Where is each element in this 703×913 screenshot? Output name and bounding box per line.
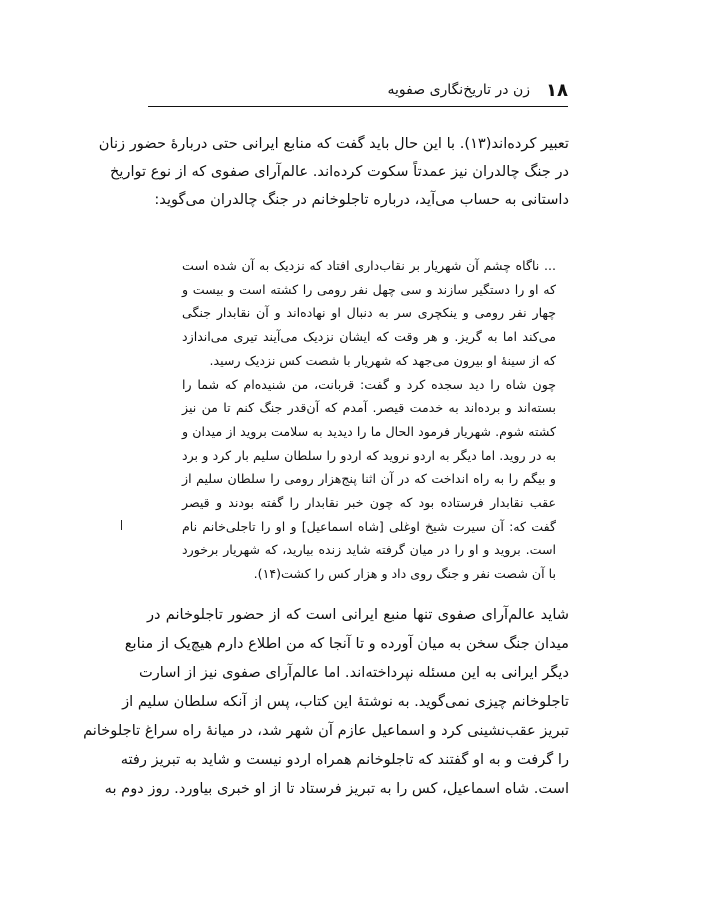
text-line: داستانی به حساب می‌آید، درباره تاجلوخانم در جنگ چالدران می‌گوید: — [154, 191, 569, 208]
text-line: شاید عالم‌آرای صفوی تنها منبع ایرانی است که از حضور تاجلوخانم در — [147, 606, 569, 623]
text-line: دیگر ایرانی به این مسئله نپرداخته‌اند. اما عالم‌آرای صفوی نیز از اسارت — [139, 664, 569, 681]
text-line: میدان جنگ سخن به میان آورده و تا آنجا که من اطلاع دارم هیچ‌یک از منابع — [124, 635, 569, 652]
quote-line: به در روید. اما دیگر به اردو نروید که اردو را سلطان سلیم بار کرد و برد — [182, 447, 556, 463]
block-quote — [182, 254, 556, 586]
header-rule — [148, 106, 568, 107]
quote-line: بسته‌اند و برده‌اند به خدمت قیصر. آمدم که آن‌قدر جنگ کنم تا من نیز — [182, 400, 556, 416]
paragraph-1 — [98, 130, 569, 214]
text-line: تعبیر کرده‌اند(۱۳). با این حال باید گفت که منابع ایرانی حتی دربارهٔ حضور زنان — [98, 135, 569, 152]
quote-line: است. بروید و او را در میان گرفته شاید زنده بیارید، که شهریار برخورد — [182, 542, 556, 558]
text-line: تاجلوخانم چیزی نمی‌گوید. به نوشتهٔ این کتاب، پس از آنکه سلطان سلیم از — [122, 693, 569, 710]
quote-line: گفت که: آن سیرت شیخ اوغلی [شاه اسماعیل] و او را تاجلی‌خانم نام — [182, 518, 556, 534]
paragraph-2 — [83, 600, 569, 803]
quote-line: با آن شصت نفر و جنگ روی داد و هزار کس را کشت(۱۴). — [253, 566, 556, 582]
page-header — [148, 80, 568, 104]
text-line: تبریز عقب‌نشینی کرد و اسماعیل عازم آن شهر شد، در میانهٔ راه سراغ تاجلوخانم — [83, 722, 569, 739]
text-line: است. شاه اسماعیل، کس را به تبریز فرستاد تا از او خبری بیاورد. روز دوم به — [104, 780, 569, 797]
margin-mark — [121, 520, 122, 530]
quote-line: که او را دستگیر سازند و سی چهل نفر رومی را کشته است و بیست و — [182, 281, 556, 297]
quote-line: می‌کند اما به گریز. و هر وقت که ایشان نزدیک می‌آیند تیری می‌اندازد — [182, 329, 556, 345]
text-line: را گرفت و به او گفتند که تاجلوخانم همراه اردو نیست و شاید به تبریز رفته — [120, 751, 569, 768]
quote-line: که از سینهٔ او بیرون می‌جهد که شهریار با شصت کس نزدیک رسید. — [209, 352, 556, 368]
quote-line: عقب نقابدار فرستاده بود که چون خبر نقابدار را گفته بودند و قیصر — [182, 495, 556, 511]
quote-line: کشته شوم. شهریار فرمود الحال ما را دیدید به سلامت بروید از میدان و — [182, 423, 556, 439]
quote-line: چهار نفر رومی و ینکچری سر به دنبال او نهاده‌اند و آن نقابدار جنگی — [182, 305, 556, 321]
page-number: ۱۸ — [546, 80, 568, 101]
text-line: در جنگ چالدران نیز عمدتاً سکوت کرده‌اند. عالم‌آرای صفوی که از نوع تواریخ — [109, 163, 569, 180]
quote-line: چون شاه را دید سجده کرد و گفت: قربانت، من شنیده‌ام که شما را — [182, 376, 556, 392]
quote-line: و بیگم را به راه انداخت که در آن اثنا پنج‌هزار رومی را سلطان سلیم از — [182, 471, 556, 487]
quote-line: ... ناگاه چشم آن شهریار بر نقاب‌داری افتاد که نزدیک به آن شده است — [182, 258, 556, 273]
running-title: زن در تاریخ‌نگاری صفویه — [387, 82, 530, 98]
